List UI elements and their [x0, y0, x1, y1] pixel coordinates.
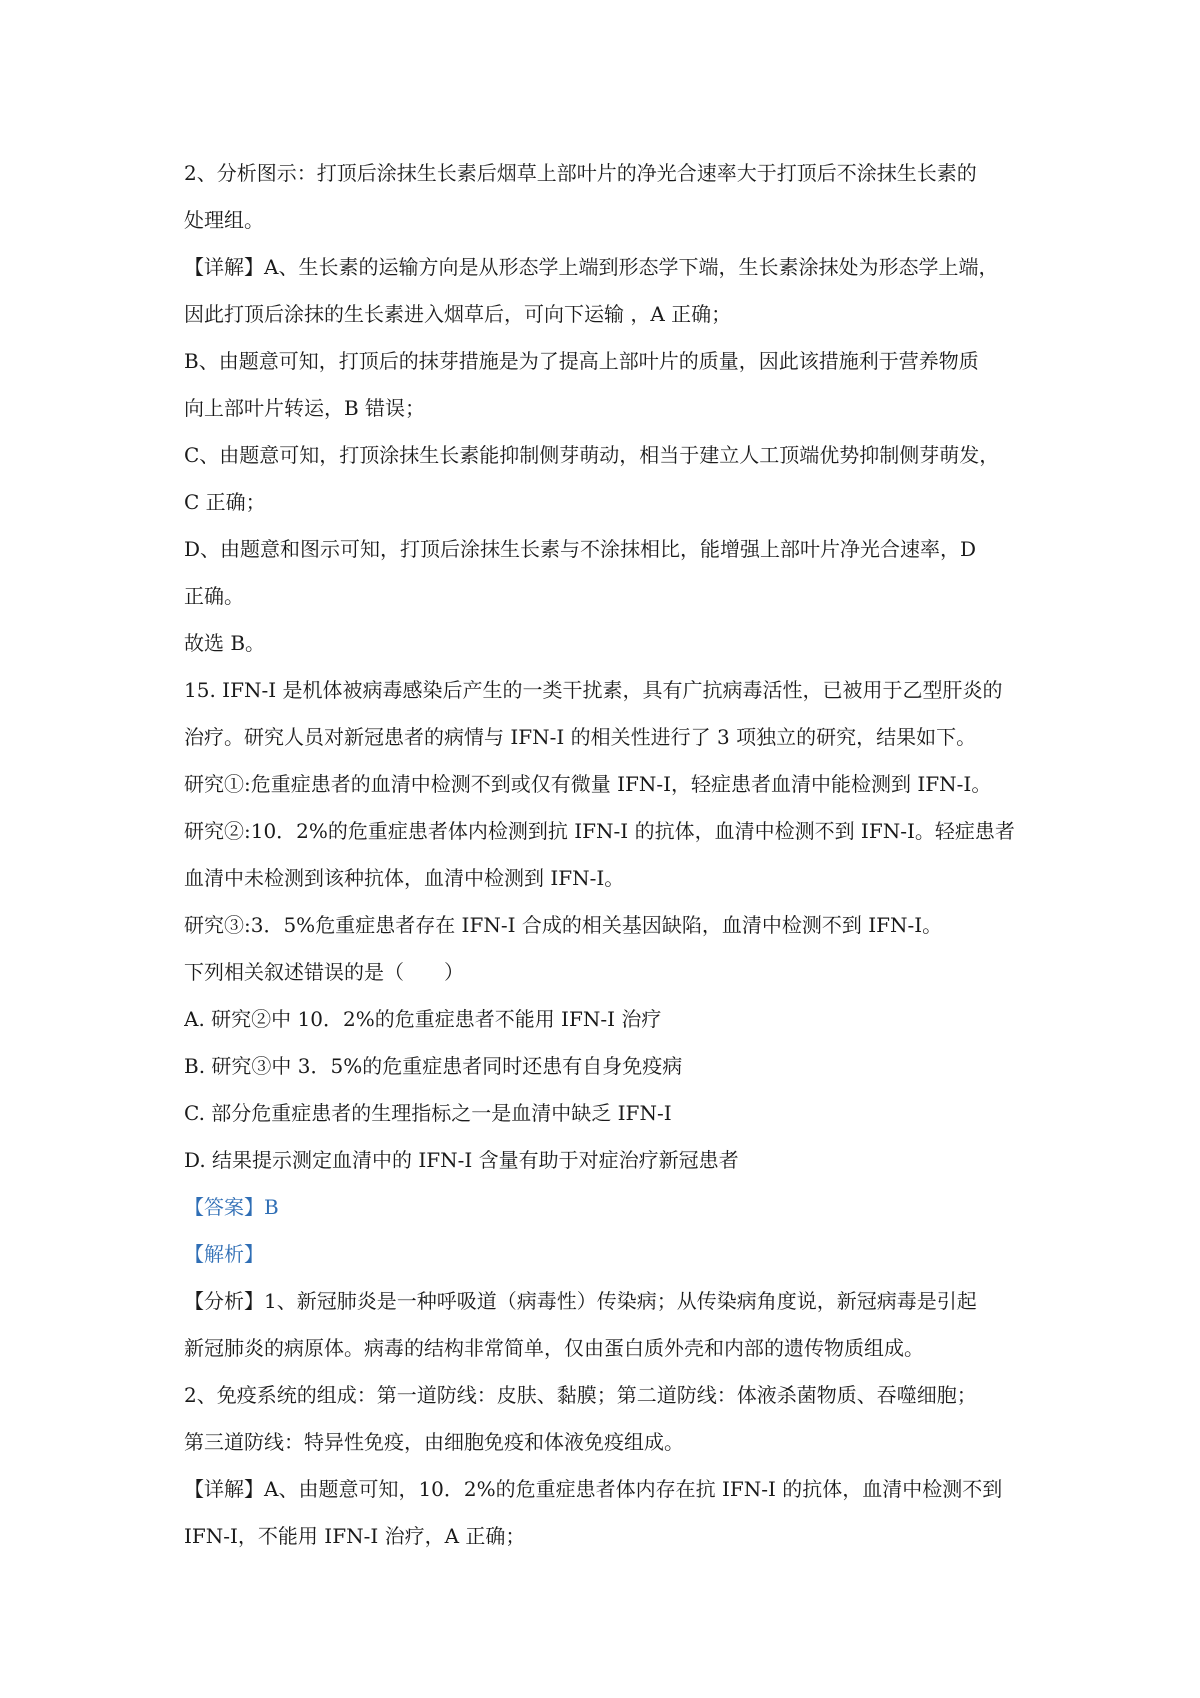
- option-b: B. 研究③中 3．5%的危重症患者同时还患有自身免疫病: [184, 1054, 683, 1078]
- analysis-line-3: 2、免疫系统的组成：第一道防线：皮肤、黏膜；第二道防线：体液杀菌物质、吞噬细胞；: [184, 1383, 977, 1407]
- text-line-5: B、由题意可知，打顶后的抹芽措施是为了提高上部叶片的质量，因此该措施利于营养物质: [184, 349, 979, 373]
- text-line-3: 【详解】A、生长素的运输方向是从形态学上端到形态学下端，生长素涂抹处为形态学上端，: [184, 255, 999, 279]
- detail-line-2: IFN-I，不能用 IFN-I 治疗，A 正确；: [184, 1524, 526, 1548]
- text-line-10: 正确。: [184, 584, 244, 608]
- text-line-11: 故选 B。: [184, 631, 266, 655]
- option-d: D. 结果提示测定血清中的 IFN-I 含量有助于对症治疗新冠患者: [184, 1148, 739, 1172]
- answer-label: 【答案】B: [184, 1195, 279, 1219]
- text-line-7: C、由题意可知，打顶涂抹生长素能抑制侧芽萌动，相当于建立人工顶端优势抑制侧芽萌发，: [184, 443, 1000, 467]
- text-line-2: 处理组。: [184, 208, 264, 232]
- text-line-4: 因此打顶后涂抹的生长素进入烟草后，可向下运输 ，A 正确；: [184, 302, 732, 326]
- study-2-line-2: 血清中未检测到该种抗体，血清中检测到 IFN-I。: [184, 866, 625, 890]
- question-line-2: 治疗。研究人员对新冠患者的病情与 IFN-I 的相关性进行了 3 项独立的研究，结果如下。: [184, 725, 977, 749]
- text-line-9: D、由题意和图示可知，打顶后涂抹生长素与不涂抹相比，能增强上部叶片净光合速率，D: [184, 537, 977, 561]
- document-page: [184, 150, 1030, 1560]
- study-3: 研究③:3．5%危重症患者存在 IFN-I 合成的相关基因缺陷，血清中检测不到 IFN-I。: [184, 913, 943, 937]
- text-line-8: C 正确；: [184, 490, 266, 514]
- question-prompt: 下列相关叙述错误的是（ ）: [184, 960, 464, 984]
- option-a: A. 研究②中 10．2%的危重症患者不能用 IFN-I 治疗: [184, 1007, 662, 1031]
- analysis-line-1: 【分析】1、新冠肺炎是一种呼吸道（病毒性）传染病；从传染病角度说，新冠病毒是引起: [184, 1289, 977, 1313]
- analysis-line-2: 新冠肺炎的病原体。病毒的结构非常简单，仅由蛋白质外壳和内部的遗传物质组成。: [184, 1336, 924, 1360]
- analysis-label: 【解析】: [184, 1242, 264, 1266]
- study-1: 研究①:危重症患者的血清中检测不到或仅有微量 IFN-I，轻症患者血清中能检测到 IFN-I。: [184, 772, 992, 796]
- option-c: C. 部分危重症患者的生理指标之一是血清中缺乏 IFN-I: [184, 1101, 672, 1125]
- text-line-1: 2、分析图示：打顶后涂抹生长素后烟草上部叶片的净光合速率大于打顶后不涂抹生长素的: [184, 161, 977, 185]
- question-line-1: 15. IFN-I 是机体被病毒感染后产生的一类干扰素，具有广抗病毒活性，已被用于乙型肝炎的: [184, 678, 1003, 702]
- detail-line-1: 【详解】A、由题意可知，10．2%的危重症患者体内存在抗 IFN-I 的抗体，血清中检测不到: [184, 1477, 1003, 1501]
- analysis-line-4: 第三道防线：特异性免疫，由细胞免疫和体液免疫组成。: [184, 1430, 684, 1454]
- study-2-line-1: 研究②:10．2%的危重症患者体内检测到抗 IFN-I 的抗体，血清中检测不到 IFN-I。轻症患者: [184, 819, 1015, 843]
- text-line-6: 向上部叶片转运，B 错误；: [184, 396, 426, 420]
